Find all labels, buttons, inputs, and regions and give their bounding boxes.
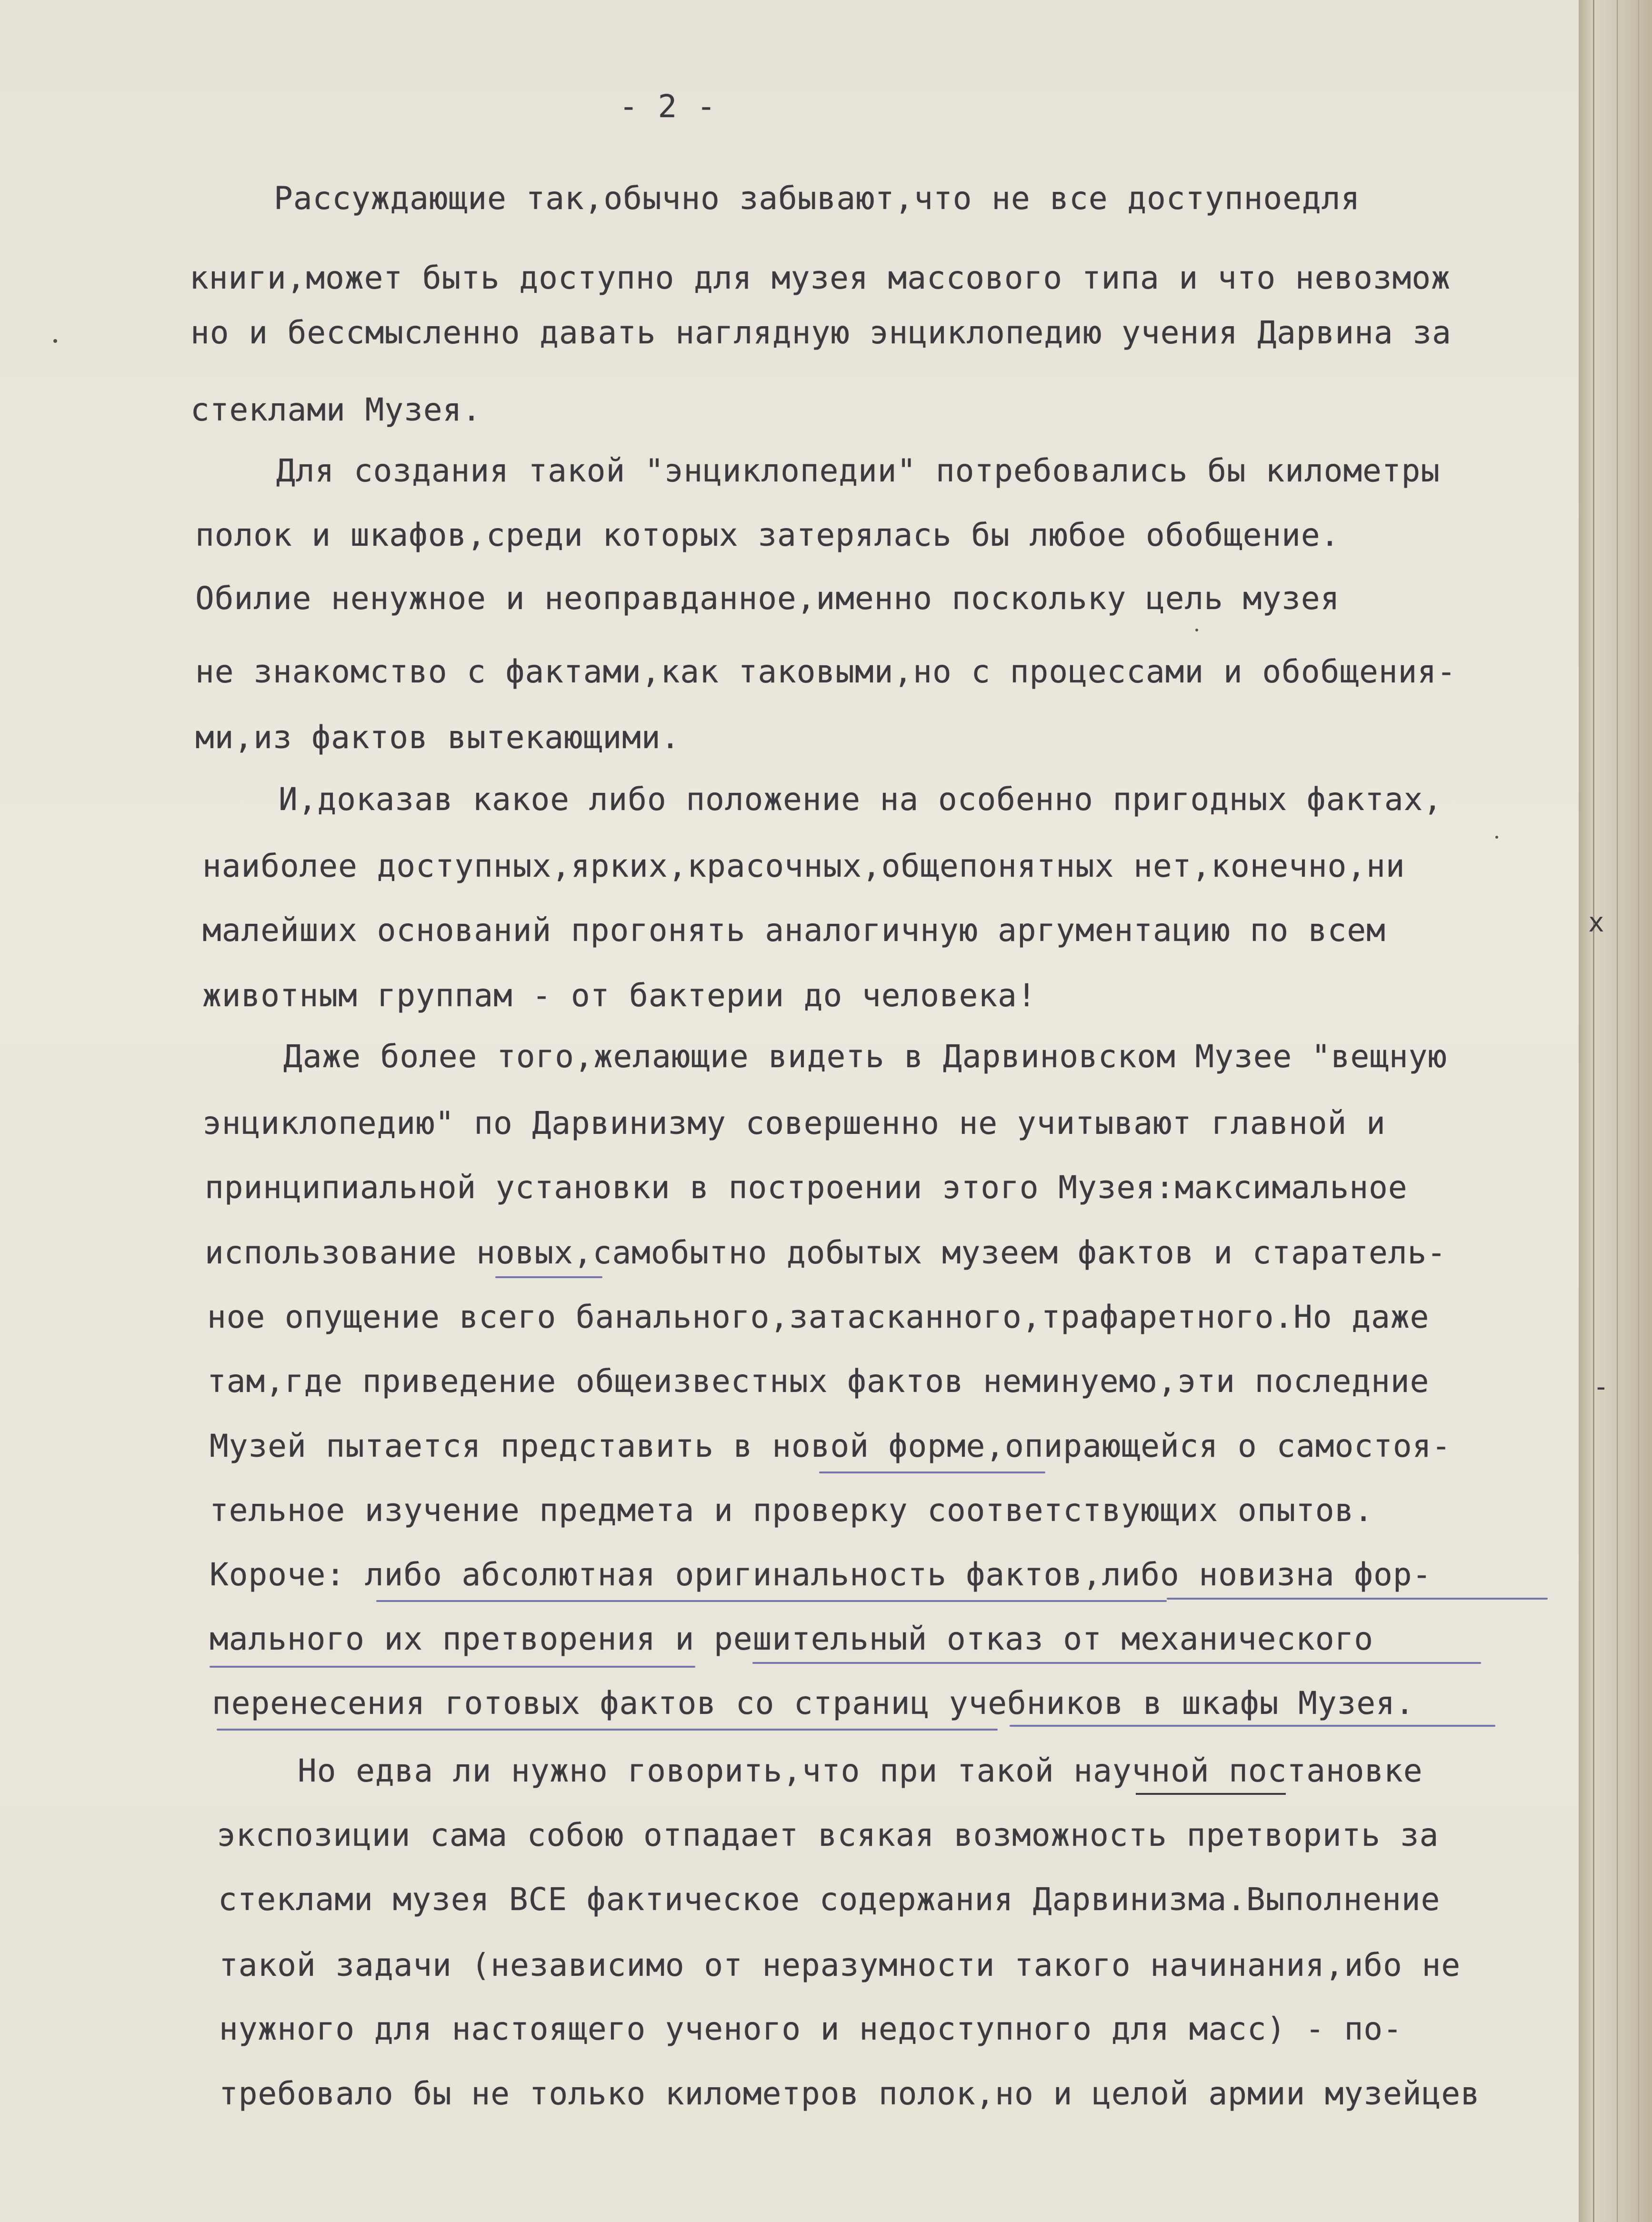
- text-line-26: экспозиции сама собою отпадает всякая возможность претворить за: [217, 1817, 1439, 1853]
- text-line-18: ное опущение всего банального,затасканного,трафаретного.Но даже: [207, 1299, 1430, 1335]
- margin-mark: -: [1593, 1371, 1609, 1402]
- text-line-25: Но едва ли нужно говорить,что при такой научной постановке: [298, 1752, 1423, 1789]
- text-line-8: не знакомство с фактами,как таковыми,но с процессами и обобщения-: [195, 653, 1456, 690]
- text-line-19: там,где приведение общеизвестных фактов неминуемо,эти последние: [207, 1363, 1430, 1400]
- page-edge-line: [1593, 0, 1594, 2222]
- paper-speck: [1195, 629, 1198, 631]
- text-line-10: И,доказав какое либо положение на особенно пригодных фактах,: [279, 781, 1443, 818]
- pen-underline: [495, 1276, 602, 1278]
- text-line-24: перенесения готовых фактов со страниц учебников в шкафы Музея.: [212, 1685, 1415, 1722]
- text-line-12: малейших оснований прогонять аналогичную аргументацию по всем: [202, 912, 1386, 949]
- text-line-20: Музей пытается представить в новой форме,опирающейся о самостоя-: [210, 1428, 1452, 1464]
- paper-speck: [1495, 836, 1498, 839]
- text-line-2: книги,может быть доступно для музея массового типа и что невозмож: [190, 260, 1451, 296]
- text-line-5: Для создания такой "энциклопедии" потребовались бы километры: [276, 452, 1441, 489]
- text-line-9: ми,из фактов вытекающими.: [195, 719, 681, 756]
- text-line-23: мального их претворения и решительный отказ от механического: [210, 1621, 1374, 1657]
- page-edge-line: [1638, 0, 1639, 2222]
- text-line-22: Короче: либо абсолютная оригинальность фактов,либо новизна фор-: [210, 1556, 1432, 1593]
- pen-underline: [210, 1666, 695, 1668]
- text-line-4: стеклами Музея.: [190, 391, 482, 428]
- text-line-14: Даже более того,желающие видеть в Дарвиновском Музее "вещную: [283, 1038, 1448, 1075]
- text-line-29: нужного для настоящего ученого и недоступного для масс) - по-: [219, 2011, 1402, 2047]
- text-line-28: такой задачи (независимо от неразумности такого начинания,ибо не: [219, 1947, 1461, 1983]
- pen-underline: [217, 1729, 998, 1731]
- text-line-30: требовало бы не только километров полок,но и целой армии музейцев: [219, 2075, 1480, 2112]
- underlying-pages-edge: [1579, 0, 1652, 2222]
- page-edge-line: [1617, 0, 1618, 2222]
- text-line-17: использование новых,самобытно добытых музеем фактов и старатель-: [205, 1234, 1447, 1271]
- text-line-3: но и бессмысленно давать наглядную энциклопедию учения Дарвина за: [190, 314, 1452, 351]
- pen-underline: [819, 1471, 1045, 1473]
- pen-underline: [752, 1662, 1481, 1664]
- text-line-13: животным группам - от бактерии до человека!: [202, 977, 1037, 1014]
- pen-underline: [1167, 1598, 1548, 1600]
- paper-speck: [53, 339, 57, 343]
- margin-mark: x: [1588, 907, 1604, 938]
- pen-underline: [376, 1600, 1167, 1602]
- typed-underline: [1136, 1793, 1286, 1795]
- text-line-27: стеклами музея ВСЕ фактическое содержания Дарвинизма.Выполнение: [218, 1881, 1441, 1918]
- page-number: - 2 -: [619, 88, 716, 125]
- text-line-1: Рассуждающие так,обычно забывают,что не все доступноедля: [274, 180, 1361, 217]
- text-line-21: тельное изучение предмета и проверку соответствующих опытов.: [210, 1492, 1374, 1529]
- pen-underline: [1010, 1725, 1495, 1727]
- text-line-7: Обилие ненужное и неоправданное,именно поскольку цель музея: [195, 580, 1340, 617]
- text-line-11: наиболее доступных,ярких,красочных,общепонятных нет,конечно,ни: [202, 848, 1405, 884]
- text-line-15: энциклопедию" по Дарвинизму совершенно не учитывают главной и: [202, 1105, 1386, 1141]
- text-line-6: полок и шкафов,среди которых затерялась бы любое обобщение.: [195, 517, 1340, 553]
- text-line-16: принципиальной установки в построении этого Музея:максимальное: [205, 1169, 1408, 1206]
